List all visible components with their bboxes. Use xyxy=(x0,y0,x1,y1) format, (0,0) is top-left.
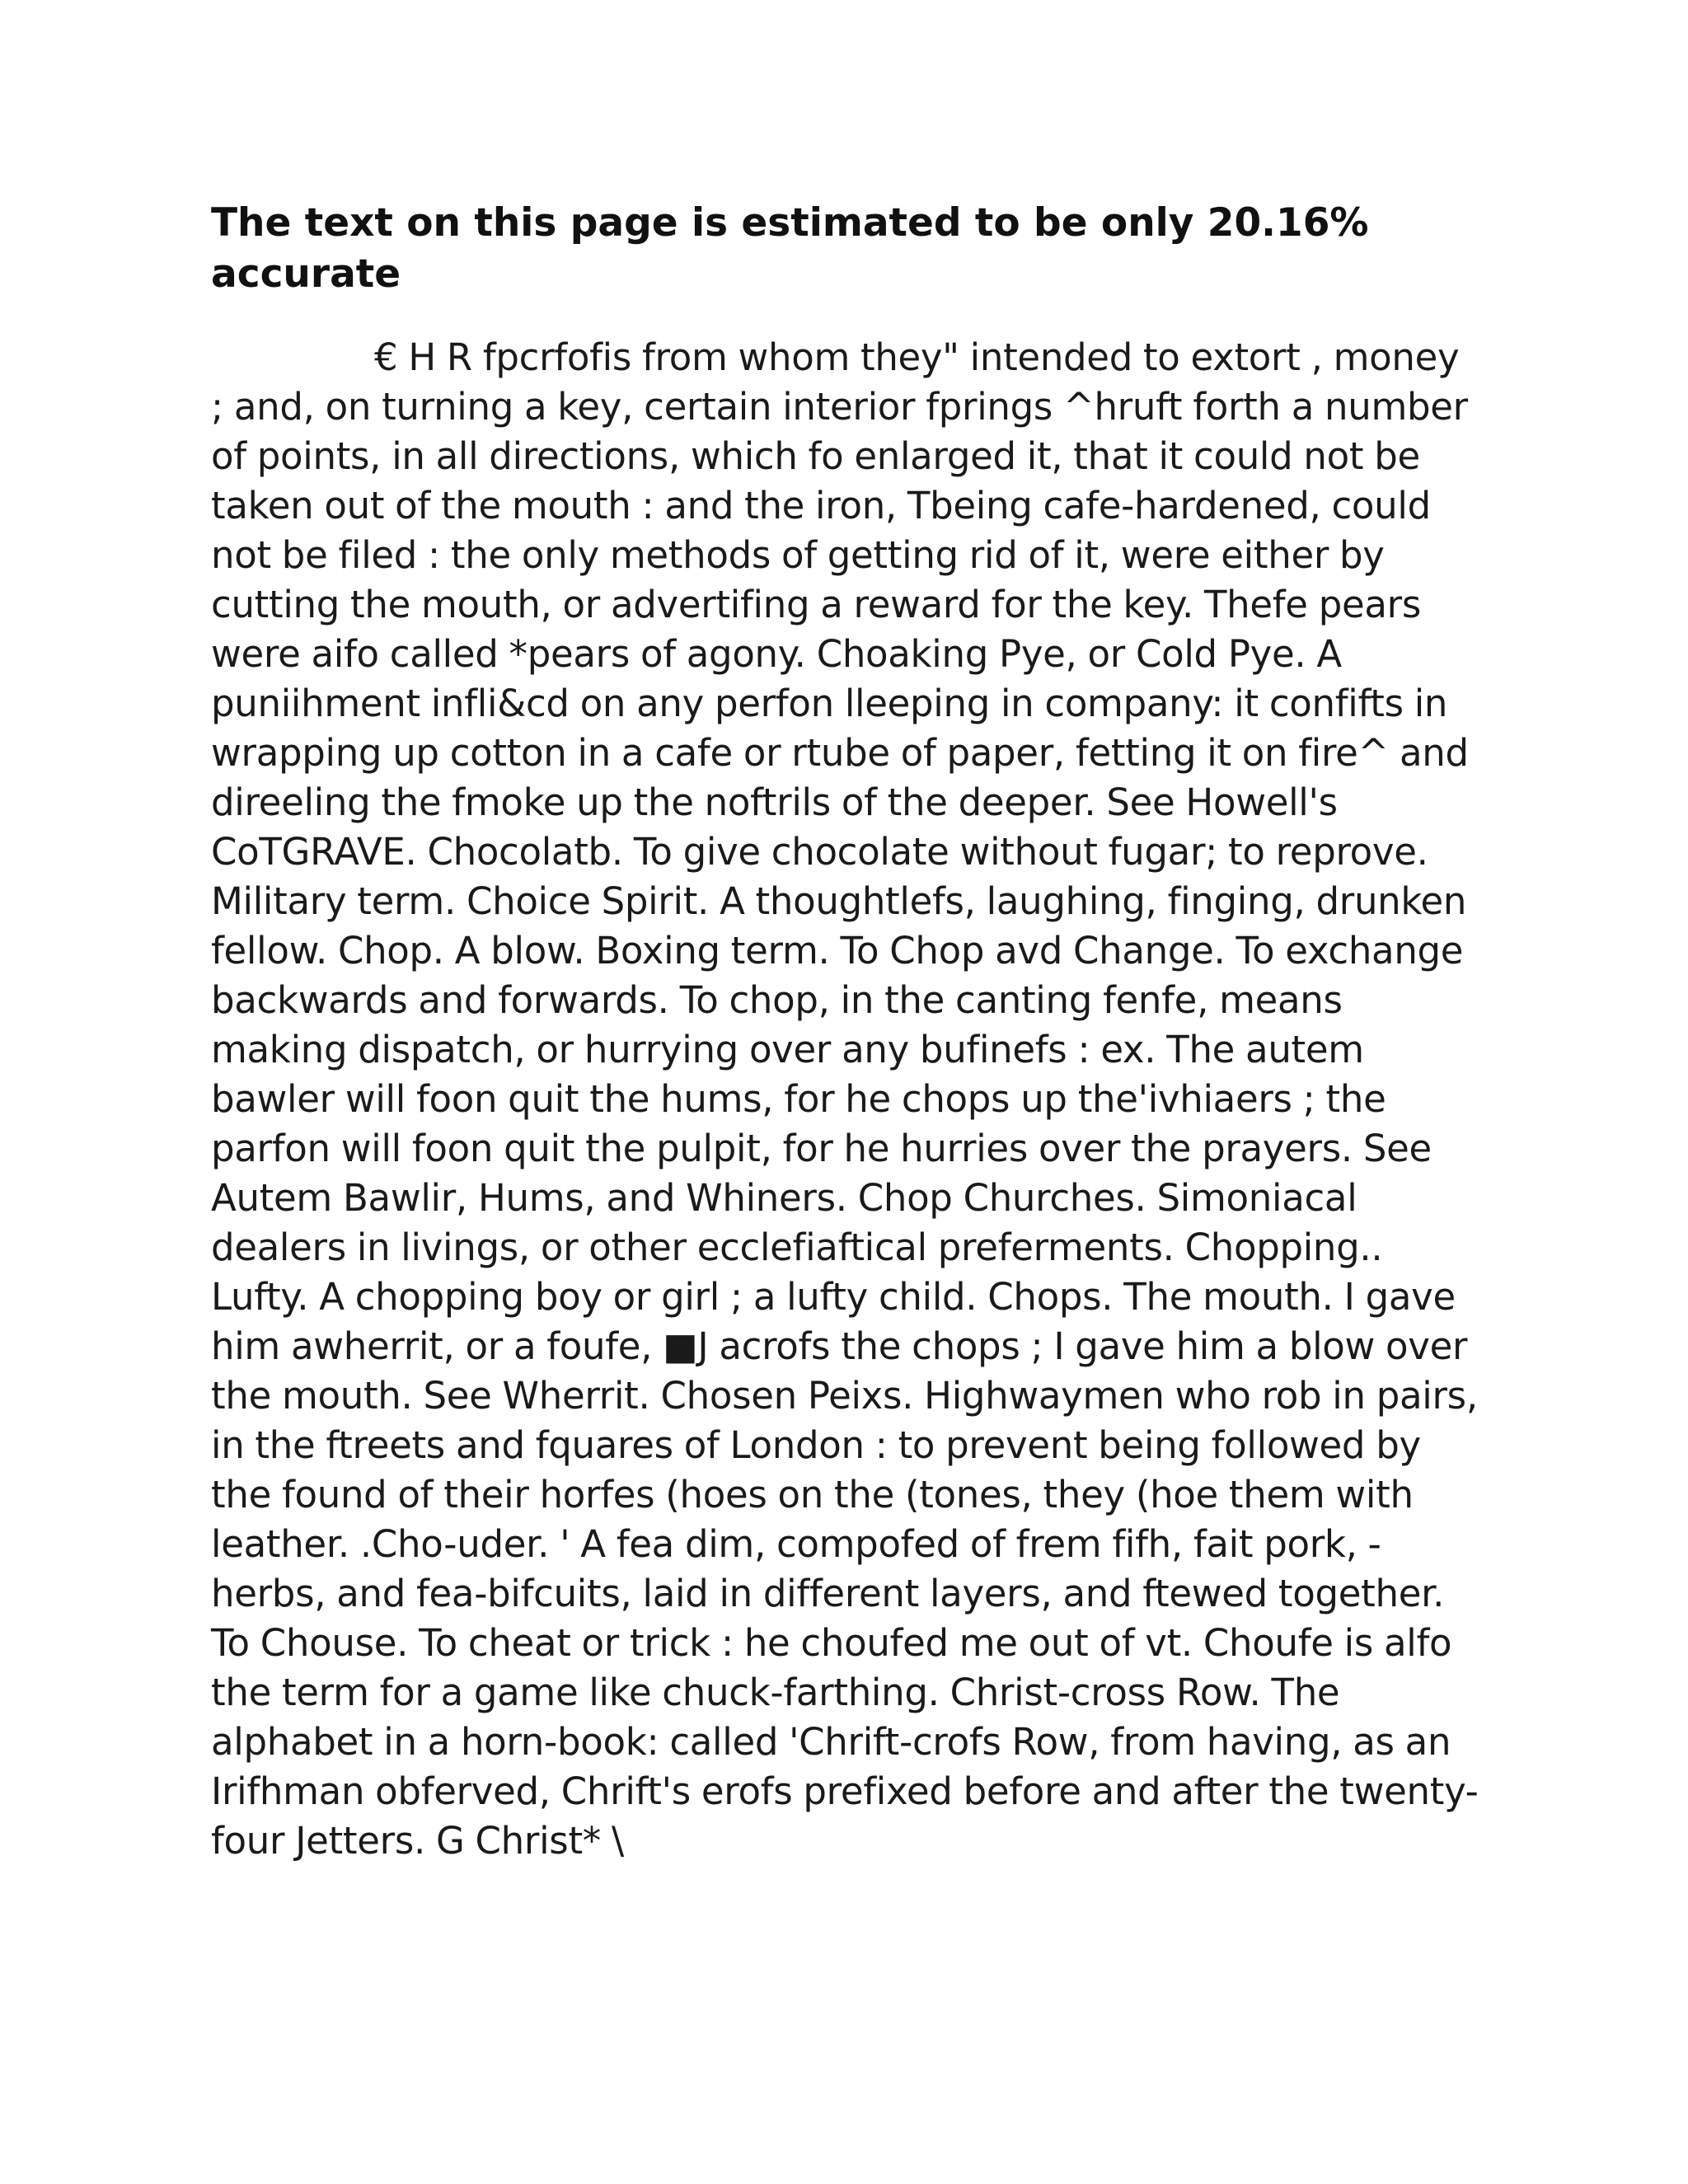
document-body-text: € H R fpcrfofis from whom they" intended to extort , money ; and, on turning a key, certain interior fprings ^hruft forth a number of points, in all directions, which fo enlarged it, that it could not be taken out of the mouth : and the iron, Tbeing cafe-hardened, could not be filed : the only methods of getting rid of it, were either by cutting the mouth, or advertifing a reward for the key. Thefe pears were aifo called *pears of agony. Choaking Pye, or Cold Pye. A puniihment infli&cd on any perfon lleeping in company: it confifts in wrapping up cotton in a cafe or rtube of paper, fetting it on fire^ and direeling the fmoke up the noftrils of the deeper. See Howell's CoTGRAVE. Chocolatb. To give chocolate without fugar; to reprove. Military term. Choice Spirit. A thoughtlefs, laughing, finging, drunken fellow. Chop. A blow. Boxing term. To Chop avd Change. To exchange backwards and forwards. To chop, in the canting fenfe, means making dispatch, or hurrying over any bufinefs : ex. The autem bawler will foon quit the hums, for he chops up the'ivhiaers ; the parfon will foon quit the pulpit, for he hurries over the prayers. See Autem Bawlir, Hums, and Whiners. Chop Churches. Simoniacal dealers in livings, or other ecclefiaftical preferments. Chopping.. Lufty. A chopping boy or girl ; a lufty child. Chops. The mouth. I gave him awherrit, or a foufe, ■J acrofs the chops ; I gave him a blow over the mouth. See Wherrit. Chosen Peixs. Highwaymen who rob in pairs, in the ftreets and fquares of London : to prevent being followed by the found of their horfes (hoes on the (tones, they (hoe them with leather. .Cho-uder. ' A fea dim, compofed of frem fifh, fait pork, -herbs, and fea-bifcuits, laid in different layers, and ftewed together. To Chouse. To cheat or trick : he choufed me out of vt. Choufe is alfo the term for a game like chuck-farthing. Christ-cross Row. The alphabet in a horn-book: called 'Chrift-crofs Row, from having, as an Irifhman obferved, Chrift's erofs prefixed before and after the twenty-four Jetters. G Christ* \ xyxy=(211,335,1479,1863)
document-page xyxy=(211,198,1480,1866)
accuracy-notice-heading: The text on this page is estimated to be only 20.16% accurate xyxy=(211,200,1369,297)
